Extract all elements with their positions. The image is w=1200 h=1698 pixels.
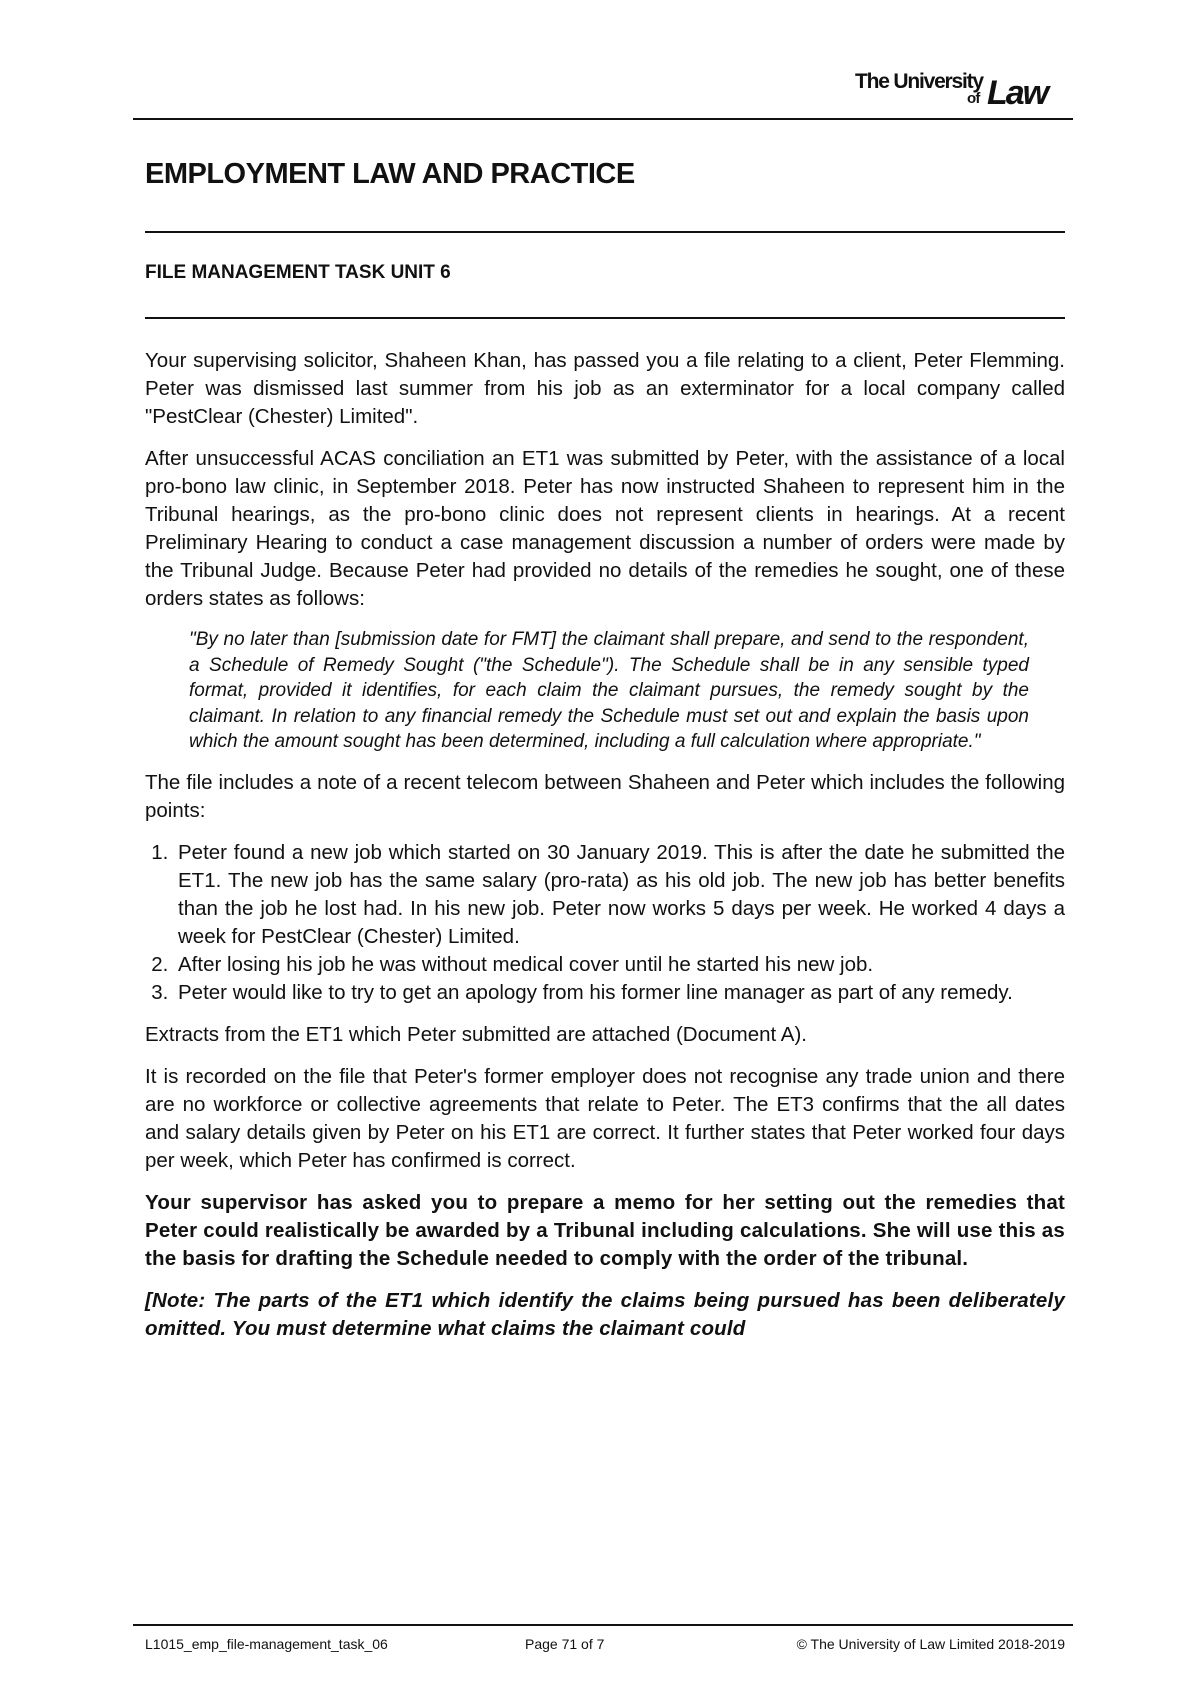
paragraph-background: After unsuccessful ACAS conciliation an ET1 was submitted by Peter, with the assistance of a local pro-bono law clinic, in September 2018. Peter has now instructed Shaheen to represent him in the Tribunal hearings, as the pro-bono clinic does not represent clients in hearings. At a recent Preliminary Hearing to conduct a case management discussion a number of orders were made by the Tribunal Judge. Because Peter had provided no details of the remedies he sought, one of these orders states as follows:: [145, 447, 1065, 610]
paragraph-intro: Your supervising solicitor, Shaheen Khan, has passed you a file relating to a client, Peter Flemming. Peter was dismissed last summer from his job as an exterminator for a local company called "PestClear (Chester) Limited".: [145, 349, 1065, 428]
paragraph-task-instruction: Your supervisor has asked you to prepare a memo for her setting out the remedies that Peter could realistically be awarded by a Tribunal including calculations. She will use this as the basis for drafting the Schedule needed to comply with the order of the tribunal.: [145, 1190, 1065, 1270]
logo-text-line3: Law: [987, 74, 1048, 112]
list-item: 2. After losing his job he was without medical cover until he started his new job.: [174, 951, 1065, 979]
list-item: 3. Peter would like to try to get an apology from his former line manager as part of any remedy.: [174, 979, 1065, 1007]
title-rule: [145, 231, 1065, 233]
tribunal-order-quote: "By no later than [submission date for FMT] the claimant shall prepare, and send to the respondent, a Schedule of Remedy Sought ("the Schedule"). The Schedule shall be in any sensible typed format, provided it identifies, for each claim the claimant pursues, the remedy sought by the claimant. In relation to any financial remedy the Schedule must set out and explain the basis upon which the amount sought has been determined, including a full calculation where appropriate.": [189, 629, 1029, 752]
paragraph-telecom-note: The file includes a note of a recent telecom between Shaheen and Peter which includes the following points:: [145, 770, 1065, 822]
university-logo: [855, 66, 1065, 110]
list-item: 1. Peter found a new job which started on 30 January 2019. This is after the date he submitted the ET1. The new job has the same salary (pro-rata) as his old job. The new job has better benefits than the job he lost had. In his new job. Peter now works 5 days per week. He worked 4 days a week for PestClear (Chester) Limited.: [174, 839, 1065, 951]
paragraph-extracts: Extracts from the ET1 which Peter submitted are attached (Document A).: [145, 1022, 807, 1046]
paragraph-employer-record: It is recorded on the file that Peter's former employer does not recognise any trade union and there are no workforce or collective agreements that relate to Peter. The ET3 confirms that the all dates and salary details given by Peter on his ET1 are correct. It further states that Peter worked four days per week, which Peter has confirmed is correct.: [145, 1064, 1065, 1172]
telecom-points-list: [145, 839, 1065, 1007]
subtitle-rule: [145, 317, 1065, 319]
paragraph-note: [Note: The parts of the ET1 which identify the claims being pursued has been deliberately omitted. You must determine what claims the claimant could: [145, 1288, 1065, 1340]
footer-document-code: L1015_emp_file-management_task_06: [145, 1636, 388, 1652]
footer-rule: [133, 1624, 1073, 1626]
footer-page-number: Page 71 of 7: [525, 1636, 605, 1652]
footer-copyright: © The University of Law Limited 2018-2019: [796, 1636, 1065, 1652]
page-title: EMPLOYMENT LAW AND PRACTICE: [145, 158, 635, 190]
page-subtitle: FILE MANAGEMENT TASK UNIT 6: [145, 262, 451, 283]
logo-text-line2: of: [967, 90, 980, 107]
logo-text-line1: The University: [855, 70, 983, 93]
document-body: [145, 347, 1065, 1357]
header-rule: [133, 118, 1073, 120]
